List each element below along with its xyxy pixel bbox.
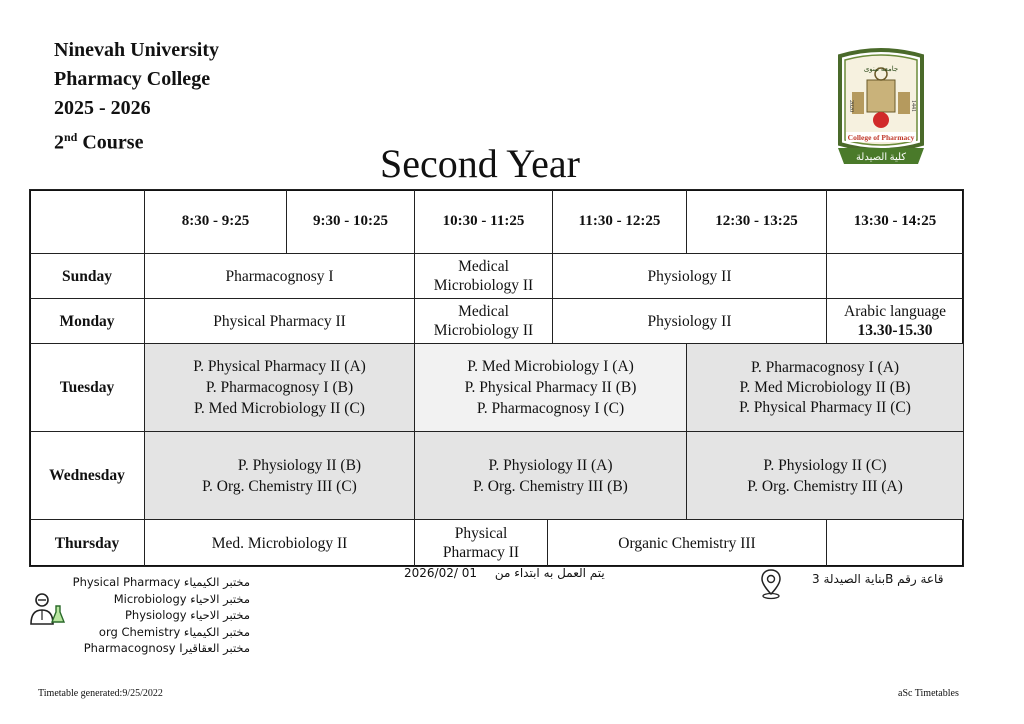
sunday-empty <box>826 253 964 299</box>
generated-note: Timetable generated:9/25/2022 <box>38 688 163 699</box>
list-item: P. Med Microbiology II (C) <box>194 400 365 417</box>
location-pin-icon <box>760 568 782 605</box>
wednesday-lab-3 <box>686 431 964 520</box>
lab-legend-item: Physiology ﻣﺨﺘﺒﺮ ﺍﻻﺣﻴﺎﺀ <box>124 608 250 622</box>
monday-class-2: Medical Microbiology II <box>414 298 553 344</box>
scientist-icon <box>28 590 66 633</box>
academic-year: 2025 - 2026 <box>54 97 151 119</box>
day-wednesday: Wednesday <box>29 431 145 520</box>
list-item: P. Org. Chemistry III (B) <box>473 477 628 495</box>
list-item: P. Med Microbiology II (B) <box>739 378 911 396</box>
day-monday: Monday <box>29 298 145 344</box>
page-title: Second Year <box>380 141 580 186</box>
credit-note: aSc Timetables <box>898 688 959 699</box>
time-slot-6: 13:30 - 14:25 <box>826 189 964 254</box>
day-sunday: Sunday <box>29 253 145 299</box>
time-slot-4: 11:30 - 12:25 <box>552 189 687 254</box>
list-item: P. Pharmacognosy I (A) <box>750 358 900 376</box>
monday-class-3: Physiology II <box>552 298 827 344</box>
wednesday-lab-2 <box>414 431 687 520</box>
wednesday-lab-1 <box>144 431 415 520</box>
list-item: P. Physiology II (A) <box>488 456 613 474</box>
list-item: P. Org. Chemistry III (A) <box>747 477 903 495</box>
list-item: P. Physical Pharmacy II (A) <box>193 358 366 375</box>
list-item: P. Physical Pharmacy II (C) <box>739 398 911 416</box>
sunday-class-2: Medical Microbiology II <box>414 253 553 299</box>
logo-english: College of Pharmacy <box>847 133 915 142</box>
location-text: ﺑﻨﺎﻳﺔ ﺍﻟﺼﻴﺪﻟﺔ 3B ﻗﺎﻋﺔ ﺭﻗﻢ <box>812 572 944 586</box>
lab-legend-item: Microbiology ﻣﺨﺘﺒﺮ ﺍﻻﺣﻴﺎﺀ <box>113 591 250 606</box>
start-date-note <box>404 566 605 580</box>
tuesday-lab-2 <box>414 343 687 432</box>
time-slot-2: 9:30 - 10:25 <box>286 189 415 254</box>
logo-year-left: 2020 <box>848 100 854 112</box>
list-item: P. Physiology II (C) <box>763 456 887 474</box>
lab-legend-item: Physical Pharmacy ﻣﺨﺘﺒﺮ ﺍﻟﻜﻴﻤﻴﺎﺀ <box>72 575 250 589</box>
thursday-class-1: Med. Microbiology II <box>144 519 415 567</box>
tuesday-lab-3 <box>686 343 964 432</box>
course-label: 2nd Course <box>54 130 144 154</box>
college-name: Pharmacy College <box>54 68 211 90</box>
logo-arabic-bottom: ﻛﻠﻴﺔ ﺍﻟﺼﻴﺪﻟﺔ <box>855 152 907 163</box>
list-item: P. Physiology II (B) <box>237 456 362 474</box>
list-item: P. Org. Chemistry III (C) <box>202 477 357 495</box>
time-slot-5: 12:30 - 13:25 <box>686 189 827 254</box>
lab-legend-item: org Chemistry ﻣﺨﺘﺒﺮ ﺍﻟﻜﻴﻤﻴﺎﺀ <box>98 624 250 639</box>
list-item: P. Physical Pharmacy II (B) <box>464 379 637 396</box>
time-slot-1: 8:30 - 9:25 <box>144 189 287 254</box>
thursday-class-2: Physical Pharmacy II <box>414 519 548 567</box>
list-item: P. Med Microbiology I (A) <box>467 358 634 375</box>
monday-class-4 <box>826 298 964 344</box>
start-date: 2026/02/ 01 <box>404 566 477 580</box>
tuesday-lab-1 <box>144 343 415 432</box>
sunday-class-1: Pharmacognosy I <box>144 253 415 299</box>
monday-class-1: Physical Pharmacy II <box>144 298 415 344</box>
logo-arabic-top: ﺟﺎﻣﻌﺔ ﻧﻴﻨﻮﻯ <box>863 65 899 73</box>
day-thursday: Thursday <box>29 519 145 567</box>
day-tuesday: Tuesday <box>29 343 145 432</box>
thursday-empty <box>826 519 964 567</box>
start-text: ﻳﺘﻢ ﺍﻟﻌﻤﻞ ﺑﻪ ﺍﺑﺘﺪﺍﺀ ﻣﻦ <box>494 566 605 580</box>
arabic-language-label: Arabic language <box>844 303 946 320</box>
list-item: P. Pharmacognosy I (C) <box>476 400 625 417</box>
lab-legend <box>60 574 250 657</box>
sunday-class-3: Physiology II <box>552 253 827 299</box>
corner-cell <box>29 189 145 254</box>
time-slot-3: 10:30 - 11:25 <box>414 189 553 254</box>
logo-year-right: 1441 <box>910 100 916 112</box>
lab-legend-item: Pharmacognosy Iﻣﺨﺘﺒﺮ ﺍﻟﻌﻘﺎﻗﻴﺮ <box>83 641 250 655</box>
list-item: P. Pharmacognosy I (B) <box>205 379 354 396</box>
thursday-class-3: Organic Chemistry III <box>547 519 827 567</box>
arabic-language-time: 13.30-15.30 <box>857 322 933 339</box>
university-name: Ninevah University <box>54 39 219 61</box>
